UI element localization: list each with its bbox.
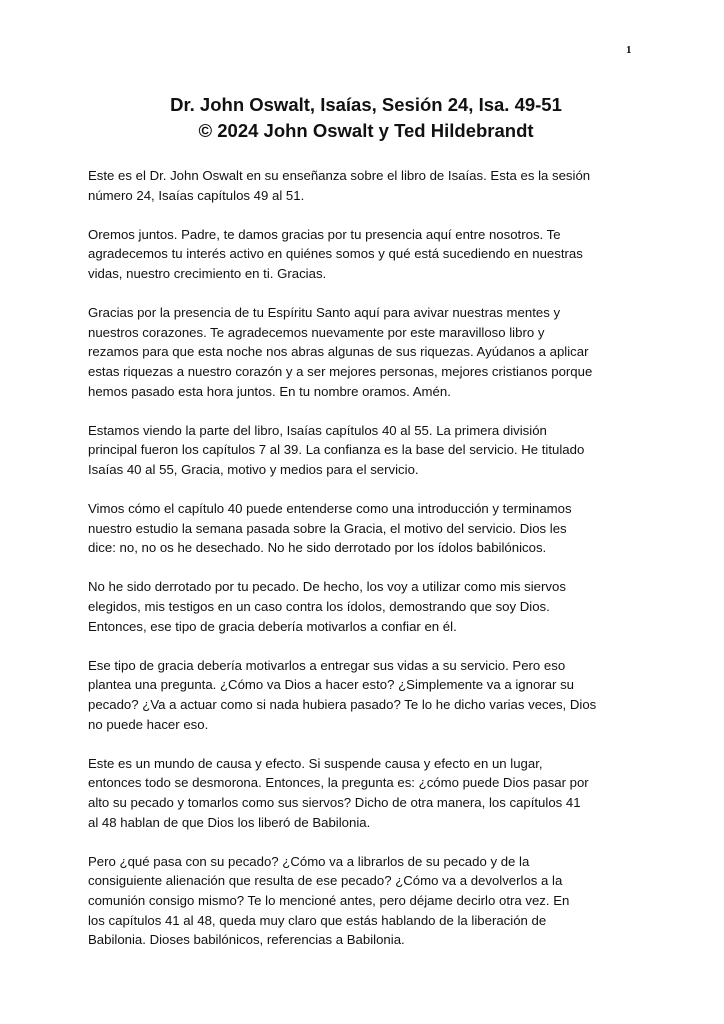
paragraph-line: los capítulos 41 al 48, queda muy claro que estás hablando de la liberación de	[88, 912, 547, 928]
paragraph-line: Este es el Dr. John Oswalt en su enseñanza sobre el libro de Isaías. Esta es la sesión	[88, 168, 591, 183]
title-line-2: © 2024 John Oswalt y Ted Hildebrandt	[198, 120, 534, 141]
paragraph-line: plantea una pregunta. ¿Cómo va Dios a hacer esto? ¿Simplemente va a ignorar su	[88, 677, 575, 693]
paragraph-line: rezamos para que esta noche nos abras algunas de sus riquezas. Ayúdanos a aplicar	[88, 344, 589, 360]
paragraph	[88, 421, 644, 480]
paragraph-line: entonces todo se desmorona. Entonces, la pregunta es: ¿cómo puede Dios pasar por	[88, 775, 589, 791]
paragraph-line: No he sido derrotado por tu pecado. De hecho, los voy a utilizar como mis siervos	[88, 579, 566, 595]
paragraph-line: principal fueron los capítulos 7 al 39. La confianza es la base del servicio. He titulado	[88, 442, 585, 458]
paragraph	[88, 499, 644, 558]
paragraph	[88, 225, 644, 284]
paragraph	[88, 577, 644, 636]
paragraph-line: pecado? ¿Va a actuar como si nada hubiera pasado? Te lo he dicho varias veces, Dios	[88, 697, 597, 713]
paragraph-line: vidas, nuestro crecimiento en ti. Gracias.	[88, 265, 327, 281]
paragraph-line: dice: no, no os he desechado. No he sido derrotado por los ídolos babilónicos.	[88, 540, 547, 556]
paragraph-line: Estamos viendo la parte del libro, Isaías capítulos 40 al 55. La primera división	[88, 422, 547, 438]
paragraph-line: número 24, Isaías capítulos 49 al 51.	[88, 187, 305, 203]
paragraph-line: al 48 hablan de que Dios los liberó de Babilonia.	[88, 814, 371, 830]
paragraph-line: alto su pecado y tomarlos como sus siervos? Dicho de otra manera, los capítulos 41	[88, 795, 581, 810]
paragraph-line: hemos pasado esta hora juntos. En tu nombre oramos. Amén.	[88, 383, 451, 399]
paragraph-line: agradecemos tu interés activo en quiénes somos y qué está sucediendo en nuestras	[88, 246, 583, 262]
paragraph-line: Pero ¿qué pasa con su pecado? ¿Cómo va a librarlos de su pecado y de la	[88, 853, 530, 869]
paragraph-line: Isaías 40 al 55, Gracia, motivo y medios para el servicio.	[88, 461, 419, 477]
paragraph-line: nuestros corazones. Te agradecemos nuevamente por este maravilloso libro y	[88, 324, 545, 340]
paragraph-line: nuestro estudio la semana pasada sobre la Gracia, el motivo del servicio. Dios les	[88, 520, 567, 536]
paragraph-line: Vimos cómo el capítulo 40 puede entenderse como una introducción y terminamos	[88, 501, 572, 517]
title-line-1: Dr. John Oswalt, Isaías, Sesión 24, Isa. 49-51	[170, 94, 562, 115]
paragraph	[88, 852, 644, 950]
paragraph	[88, 166, 644, 205]
paragraph-line: comunión consigo mismo? Te lo mencioné antes, pero déjame decirlo otra vez. En	[88, 892, 570, 908]
paragraph-line: Babilonia. Dioses babilónicos, referencias a Babilonia.	[88, 932, 405, 948]
paragraph	[88, 754, 644, 832]
paragraph-line: Gracias por la presencia de tu Espíritu Santo aquí para avivar nuestras mentes y	[88, 305, 561, 321]
page-number: 1	[626, 44, 632, 56]
paragraph-line: estas riquezas a nuestro corazón y a ser mejores personas, mejores cristianos porque	[88, 363, 593, 379]
paragraph-line: Este es un mundo de causa y efecto. Si suspende causa y efecto en un lugar,	[88, 755, 543, 771]
document-body	[88, 166, 644, 969]
document-title	[88, 92, 644, 144]
paragraph-line: elegidos, mis testigos en un caso contra los ídolos, demostrando que soy Dios.	[88, 599, 550, 615]
paragraph-line: no puede hacer eso.	[88, 716, 209, 732]
paragraph-line: Ese tipo de gracia debería motivarlos a entregar sus vidas a su servicio. Pero eso	[88, 657, 566, 673]
paragraph-line: Entonces, ese tipo de gracia debería motivarlos a confiar en él.	[88, 618, 457, 634]
paragraph	[88, 656, 644, 734]
paragraph	[88, 303, 644, 401]
paragraph-line: consiguiente alienación que resulta de ese pecado? ¿Cómo va a devolverlos a la	[88, 873, 563, 889]
paragraph-line: Oremos juntos. Padre, te damos gracias por tu presencia aquí entre nosotros. Te	[88, 226, 561, 242]
